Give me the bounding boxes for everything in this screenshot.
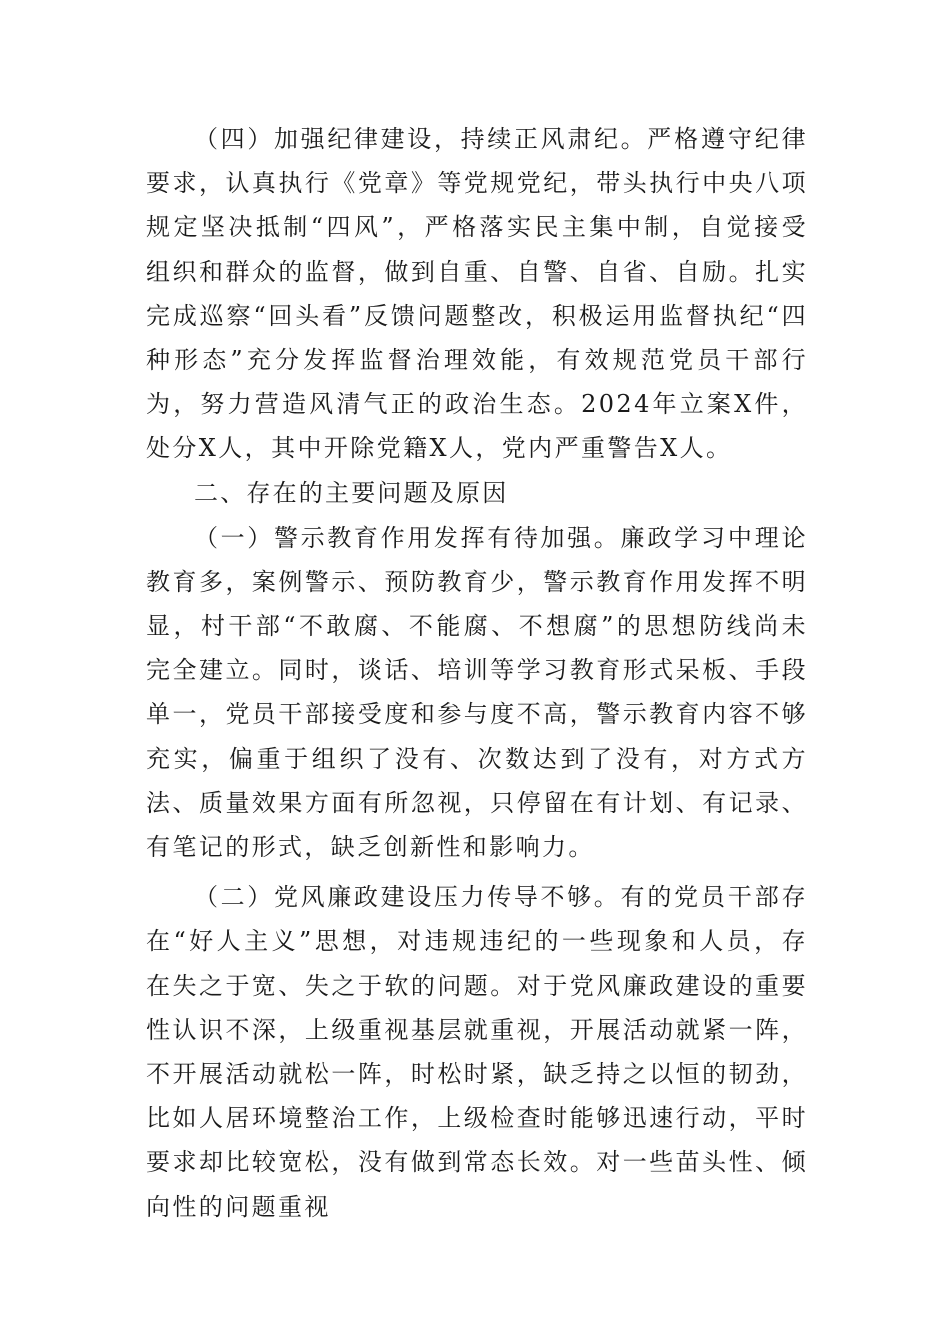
- paragraph-text-problem-one: 廉政学习中理论教育多，案例警示、预防教育少，警示教育作用发挥不明显，村干部“不敢腐、不能腐、不想腐”的思想防线尚未完全建立。同时，谈话、培训等学习教育形式呆板、手段单一，党员干部接受度和参与度不高，警示教育内容不够充实，偏重于组织了没有、次数达到了没有，对方式方法、质量效果方面有所忽视，只停留在有计划、有记录、有笔记的形式，缺乏创新性和影响力。: [146, 523, 808, 862]
- paragraph-lead-section-four: （四）加强纪律建设，持续正风肃纪。: [194, 125, 648, 153]
- paragraph-problem-one: [146, 516, 808, 870]
- paragraph-text-section-four: 严格遵守纪律要求，认真执行《党章》等党规党纪，带头执行中央八项规定坚决抵制“四风”，严格落实民主集中制，自觉接受组织和群众的监督，做到自重、自警、自省、自励。扎实完成巡察“回头看”反馈问题整改，积极运用监督执纪“四种形态”充分发挥监督治理效能，有效规范党员干部行为，努力营造风清气正的政治生态。2024年立案X件，处分X人，其中开除党籍X人，党内严重警告X人。: [146, 125, 808, 463]
- paragraph-problem-two: [146, 875, 808, 1229]
- section-heading-problems: 二、存在的主要问题及原因: [194, 478, 509, 507]
- paragraph-lead-problem-two: （二）党风廉政建设压力传导不够。: [194, 883, 621, 912]
- paragraph-text-problem-two: 有的党员干部存在“好人主义”思想，对违规违纪的一些现象和人员，存在失之于宽、失之于软的问题。对于党风廉政建设的重要性认识不深，上级重视基层就重视，开展活动就紧一阵，不开展活动就松一阵，时松时紧，缺乏持之以恒的韧劲，比如人居环境整治工作，上级检查时能够迅速行动，平时要求却比较宽松，没有做到常态长效。对一些苗头性、倾向性的问题重视: [146, 883, 808, 1221]
- paragraph-section-four: [146, 117, 808, 471]
- paragraph-lead-problem-one: （一）警示教育作用发挥有待加强。: [194, 523, 621, 552]
- document-body: [146, 117, 808, 1229]
